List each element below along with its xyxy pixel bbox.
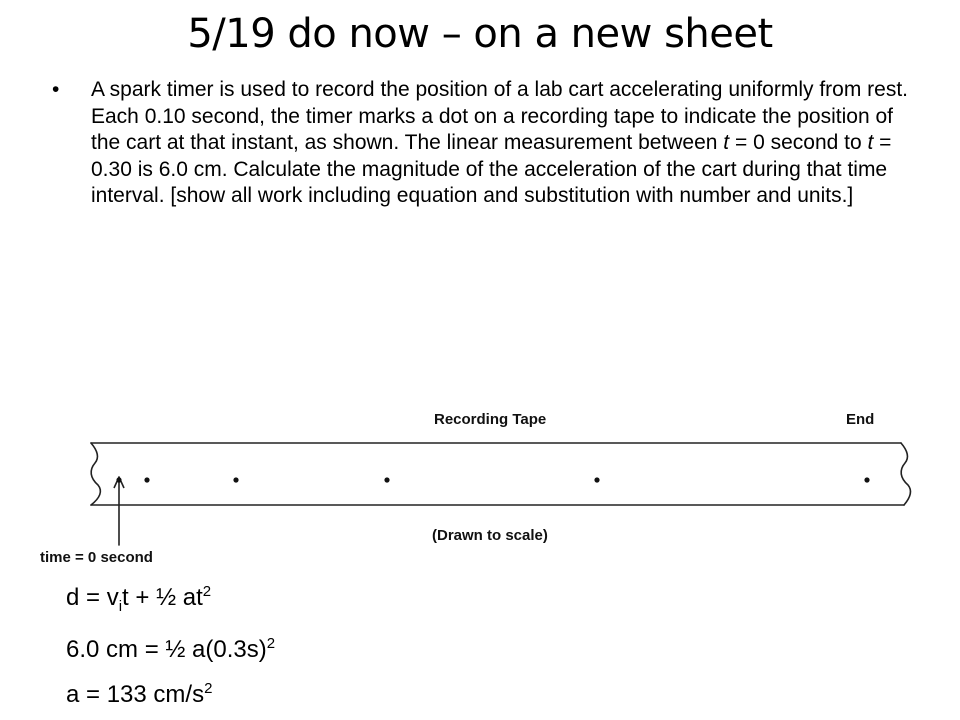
- tape-end-label: End: [846, 411, 875, 428]
- tape-dot-2: [144, 477, 149, 482]
- tape-left-torn-edge: [91, 443, 100, 505]
- tape-right-torn-edge: [901, 443, 911, 505]
- slide-title: 5/19 do now – on a new sheet: [187, 11, 773, 57]
- recording-tape-figure: [36, 400, 926, 570]
- equation-substitution: [66, 635, 275, 665]
- time-zero-label: time = 0 second: [40, 549, 153, 566]
- equation-kinematic: [66, 583, 211, 613]
- equation-3-superscript: 2: [204, 680, 213, 697]
- tape-dot-3: [233, 477, 238, 482]
- question-text-part-3: = 0.30 is 6.0 cm. Calculate the magnitude of the acceleration of the cart during that time interval. [show all work including equation and substitution with number and units.]: [91, 131, 892, 207]
- question-text: [91, 77, 911, 210]
- question-text-part-1: A spark timer is used to record the position of a lab cart accelerating uniformly from rest. Each 0.10 second, the timer marks a dot on a recording tape to indicate the position of the cart at that instant, as shown. The linear measurement between: [91, 78, 909, 154]
- equation-answer: [66, 680, 212, 710]
- equation-3-text: a = 133 cm/s: [66, 681, 205, 708]
- variable-t-start: t: [723, 131, 730, 154]
- bullet-marker: •: [52, 78, 60, 101]
- equation-1-superscript: 2: [202, 583, 212, 600]
- tape-dot-4: [384, 477, 389, 482]
- recording-tape-label: Recording Tape: [434, 411, 547, 428]
- question-text-part-2: = 0 second to: [729, 131, 868, 154]
- equation-1-part-a: d = v: [66, 584, 119, 611]
- equation-1-subscript: i: [118, 597, 123, 615]
- variable-t-end: t: [867, 131, 874, 154]
- drawn-to-scale-label: (Drawn to scale): [432, 527, 548, 544]
- tape-dot-1: [116, 477, 121, 482]
- equation-1-part-b: t + ½ at: [122, 584, 203, 611]
- equation-2-superscript: 2: [266, 635, 276, 652]
- tape-dot-5: [594, 477, 599, 482]
- equation-2-text: 6.0 cm = ½ a(0.3s): [66, 636, 267, 663]
- tape-dot-6: [864, 477, 869, 482]
